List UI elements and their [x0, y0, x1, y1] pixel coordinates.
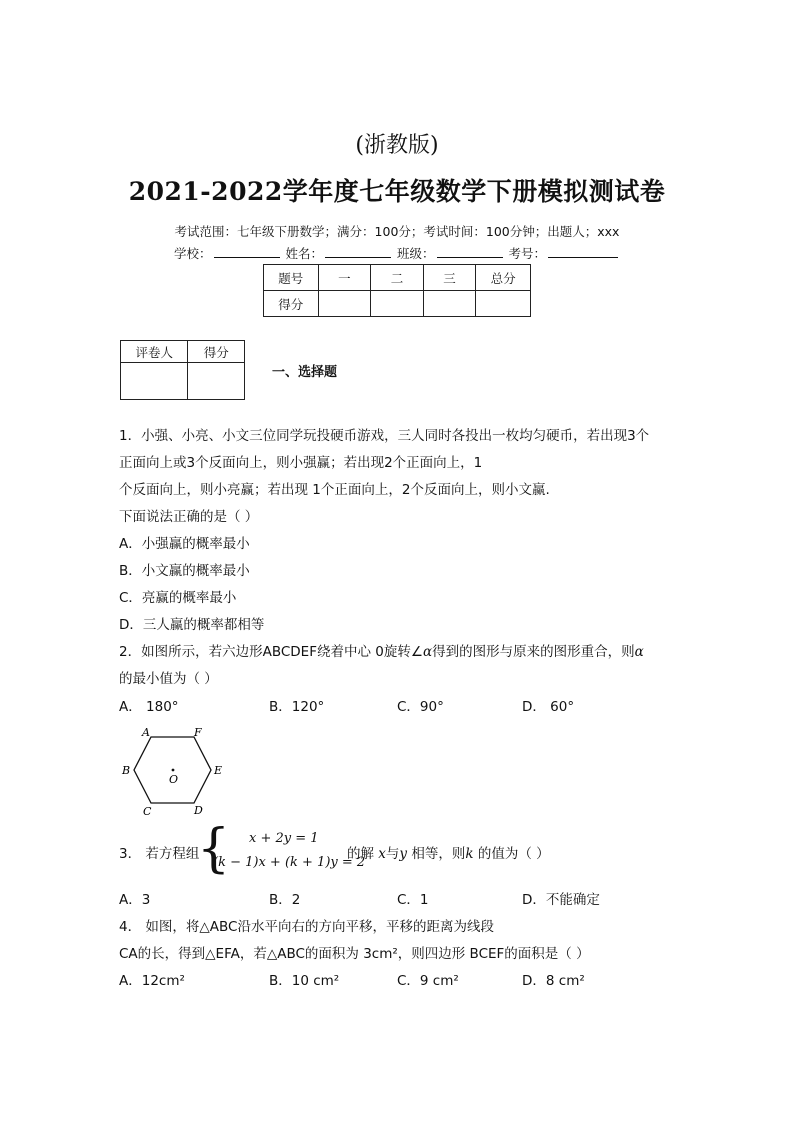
score-header-cell: 一 — [318, 265, 371, 291]
q4-line2: CA的长，得到△EFA，若△ABC的面积为 3cm²，则四边形 BCEF的面积是（ ） — [119, 946, 590, 962]
var-x: x — [378, 846, 386, 862]
q2-line2: 的最小值为（ ） — [119, 671, 218, 687]
q3-text-c: 相等，则 — [411, 846, 466, 862]
student-fields — [0, 244, 794, 262]
exam-title: 2021-2022学年度七年级数学下册模拟测试卷 — [128, 177, 666, 206]
score-cell[interactable] — [423, 291, 476, 317]
q2-option-b[interactable]: B．120° — [269, 699, 325, 715]
label-o: O — [169, 773, 179, 786]
var-k: k — [465, 846, 474, 862]
q3-text-a: 的解 — [347, 846, 374, 862]
alpha-symbol: α — [422, 644, 433, 660]
q4-option-b[interactable]: B．10 cm² — [269, 973, 340, 989]
grader-table — [120, 340, 245, 400]
system-brace: { — [197, 819, 231, 879]
q1-line3: 个反面向上，则小亮赢；若出现 1个正面向上，2个反面向上，则小文赢. — [119, 482, 550, 498]
score-header-cell: 三 — [423, 265, 476, 291]
alpha-symbol: α — [634, 644, 644, 660]
grader-score-cell[interactable] — [188, 363, 245, 400]
equation-2: (k − 1)x + (k + 1)y = 2 — [213, 855, 366, 870]
q3-option-a[interactable]: A．3 — [119, 892, 151, 908]
q4-line1: 4． 如图，将△ABC沿水平向右的方向平移，平移的距离为线段 — [119, 919, 494, 935]
score-header-cell: 二 — [371, 265, 424, 291]
school-label: 学校： — [173, 246, 212, 261]
grader-cell[interactable] — [121, 363, 188, 400]
q2-text-b: 得到的图形与原来的图形重合，则 — [432, 644, 635, 660]
name-blank[interactable] — [325, 245, 391, 258]
q2-option-d[interactable]: D． 60° — [522, 699, 575, 715]
label-f: F — [194, 726, 202, 739]
score-cell[interactable] — [371, 291, 424, 317]
label-b: B — [122, 764, 131, 777]
q3-suffix — [347, 844, 550, 864]
q3-prefix: 3． 若方程组 — [119, 846, 200, 862]
label-a: A — [142, 726, 150, 739]
name-label: 姓名： — [285, 246, 323, 261]
q1-option-d[interactable]: D．三人赢的概率都相等 — [119, 617, 265, 633]
q1-option-a[interactable]: A．小强赢的概率最小 — [119, 536, 250, 552]
hexagon-figure — [118, 724, 228, 819]
q1-line4: 下面说法正确的是（ ） — [119, 509, 259, 525]
q2-line1 — [119, 642, 644, 662]
score-header-cell: 总分 — [476, 265, 531, 291]
q3-option-d[interactable]: D．不能确定 — [522, 892, 600, 908]
q1-line1: 1．小强、小亮、小文三位同学玩投硬币游戏，三人同时各投出一枚均匀硬币，若出现3个 — [119, 428, 650, 444]
var-y: y — [399, 846, 408, 862]
q1-option-c[interactable]: C．亮赢的概率最小 — [119, 590, 237, 606]
number-blank[interactable] — [548, 245, 618, 258]
q3-text-d: 的值为（ ） — [477, 846, 550, 862]
q3-option-c[interactable]: C．1 — [397, 892, 429, 908]
q4-option-c[interactable]: C．9 cm² — [397, 973, 459, 989]
q3-text-b: 与 — [385, 846, 400, 862]
q2-option-a[interactable]: A． 180° — [119, 699, 179, 715]
q1-option-b[interactable]: B．小文赢的概率最小 — [119, 563, 250, 579]
section-heading: 一、选择题 — [272, 365, 338, 380]
score-cell[interactable] — [318, 291, 371, 317]
center-point — [172, 769, 175, 772]
exam-info: 考试范围：七年级下册数学；满分：100分；考试时间：100分钟；出题人；xxx — [174, 224, 620, 239]
score-row-label: 得分 — [264, 291, 319, 317]
class-blank[interactable] — [437, 245, 503, 258]
score-header-cell: 题号 — [264, 265, 319, 291]
q4-option-a[interactable]: A．12cm² — [119, 973, 185, 989]
q2-option-c[interactable]: C．90° — [397, 699, 444, 715]
equation-1: x + 2y = 1 — [249, 831, 319, 846]
score-cell[interactable] — [476, 291, 531, 317]
number-label: 考号： — [508, 246, 546, 261]
q4-option-d[interactable]: D．8 cm² — [522, 973, 585, 989]
score-table — [263, 264, 531, 317]
exam-edition: (浙教版) — [355, 133, 439, 158]
grader-score-header: 得分 — [188, 341, 245, 363]
label-c: C — [143, 805, 152, 818]
q1-line2: 正面向上或3个反面向上，则小强赢；若出现2个正面向上，1 — [119, 455, 483, 471]
grader-header: 评卷人 — [121, 341, 188, 363]
q3-option-b[interactable]: B．2 — [269, 892, 301, 908]
label-d: D — [194, 804, 203, 817]
school-blank[interactable] — [214, 245, 280, 258]
class-label: 班级： — [396, 246, 435, 261]
label-e: E — [214, 764, 223, 777]
q2-text-a: 2．如图所示，若六边形ABCDEF绕着中心 0旋转∠ — [119, 644, 423, 660]
